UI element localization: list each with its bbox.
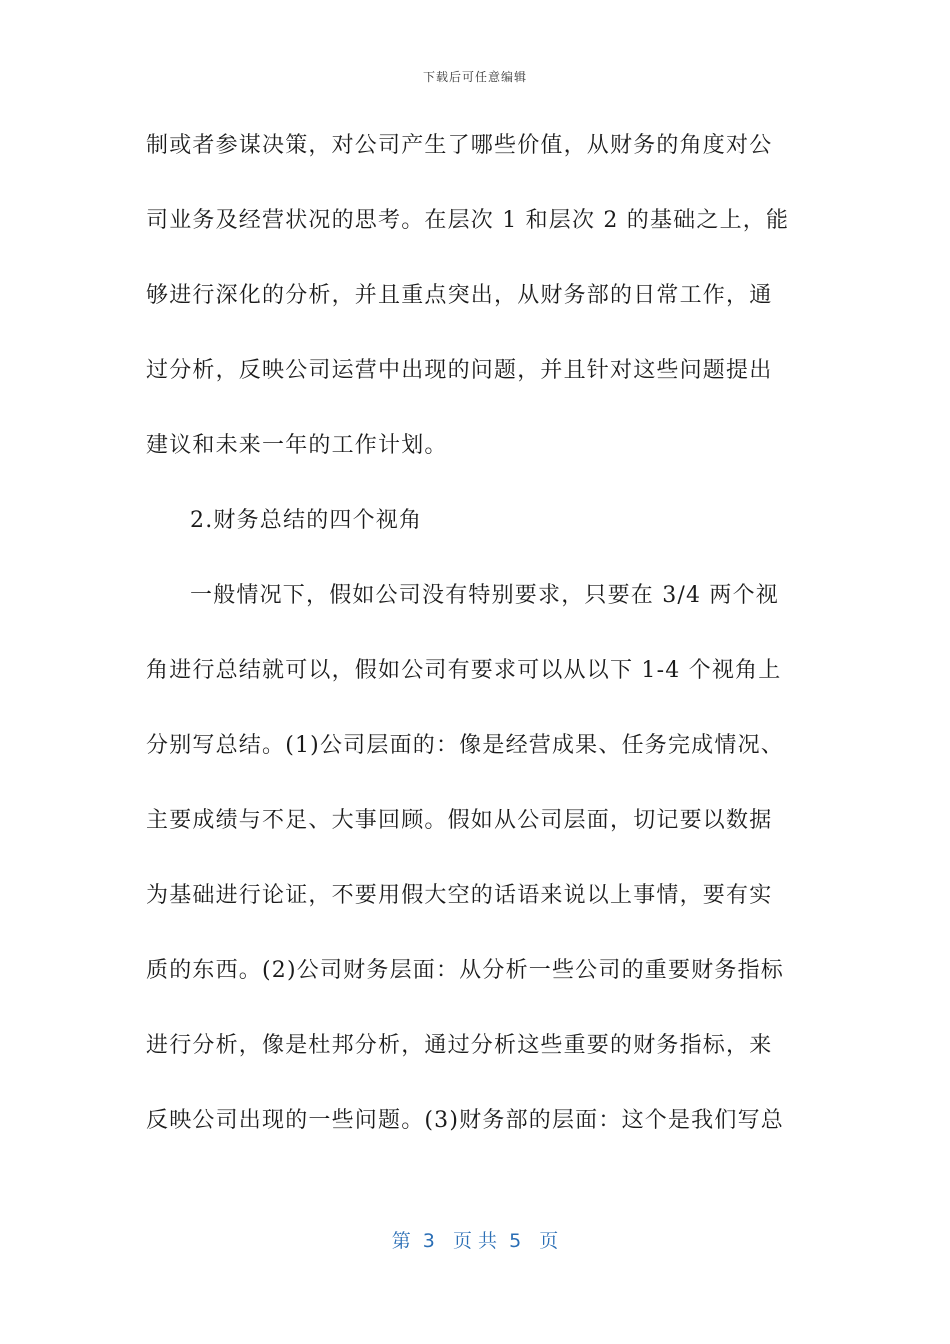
section-heading: 2.财务总结的四个视角	[190, 508, 423, 533]
body-line: 建议和未来一年的工作计划。	[146, 433, 448, 458]
body-line: 司业务及经营状况的思考。在层次 1 和层次 2 的基础之上，能	[146, 208, 790, 233]
body-line: 角进行总结就可以，假如公司有要求可以从以下 1-4 个视角上	[146, 658, 782, 683]
body-line: 一般情况下，假如公司没有特别要求，只要在 3/4 两个视	[190, 583, 779, 608]
body-line: 进行分析，像是杜邦分析，通过分析这些重要的财务指标，来	[146, 1033, 773, 1058]
body-line: 制或者参谋决策，对公司产生了哪些价值，从财务的角度对公	[146, 133, 773, 158]
body-line: 反映公司出现的一些问题。(3)财务部的层面：这个是我们写总	[146, 1108, 784, 1133]
body-line: 分别写总结。(1)公司层面的：像是经营成果、任务完成情况、	[146, 733, 784, 758]
body-line: 过分析，反映公司运营中出现的问题，并且针对这些问题提出	[146, 358, 773, 383]
body-line: 够进行深化的分析，并且重点突出，从财务部的日常工作，通	[146, 283, 773, 308]
page-header: 下载后可任意编辑	[422, 70, 527, 84]
body-line: 质的东西。(2)公司财务层面：从分析一些公司的重要财务指标	[146, 958, 784, 983]
page-footer: 第 3 页 共 5 页	[391, 1230, 559, 1252]
body-line: 为基础进行论证，不要用假大空的话语来说以上事情，要有实	[146, 883, 773, 908]
body-text	[146, 126, 816, 1176]
body-line: 主要成绩与不足、大事回顾。假如从公司层面，切记要以数据	[146, 808, 773, 833]
